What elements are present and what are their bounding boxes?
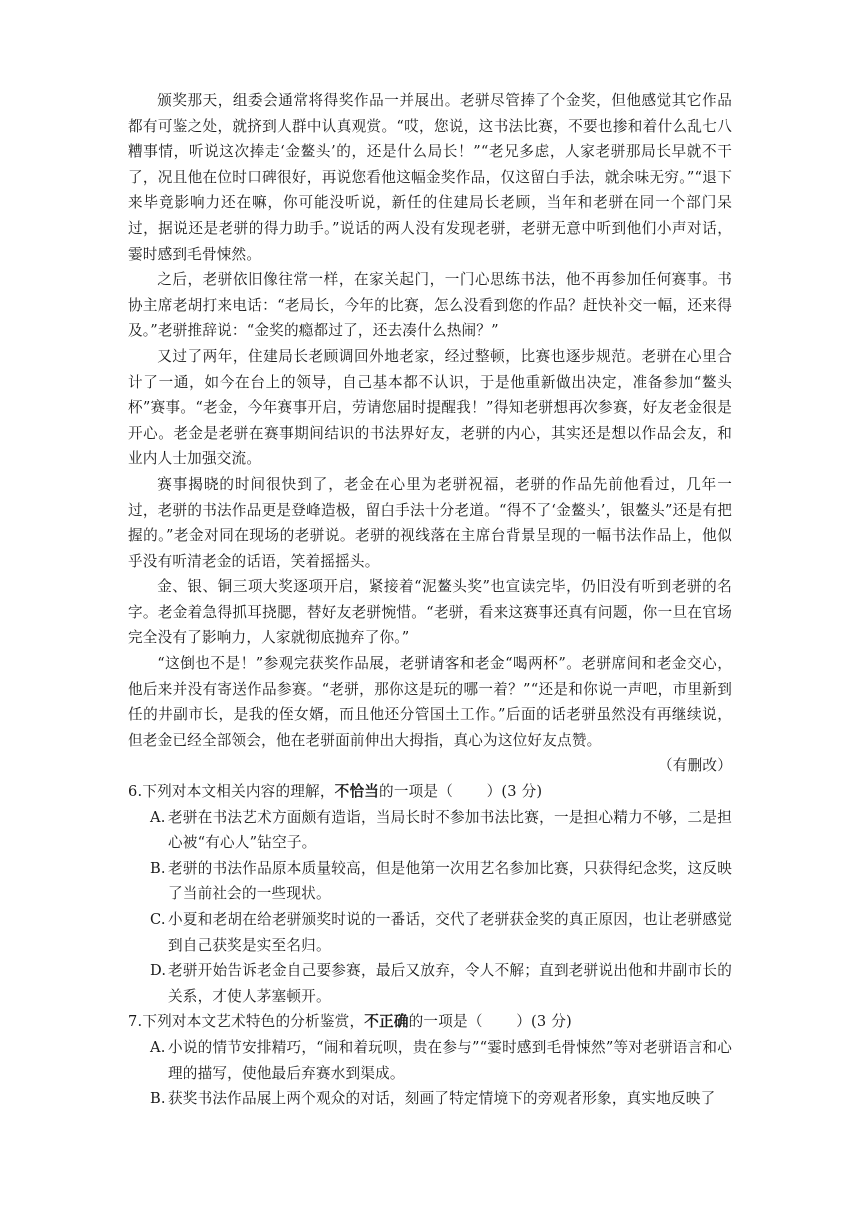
question-number: 6. — [128, 783, 143, 801]
question-stem-emphasis: 不正确 — [364, 1013, 409, 1031]
option-letter: C. — [150, 911, 166, 928]
question-stem-emphasis: 不恰当 — [334, 783, 380, 801]
question-stem-after: 的一项是（ — [379, 783, 454, 801]
option-letter: A. — [150, 1038, 166, 1056]
option-a — [128, 805, 732, 856]
question-stem-close: ）(3 分) — [516, 1013, 572, 1031]
question-number: 7. — [128, 1013, 143, 1031]
question-stem — [128, 1009, 732, 1035]
option-b — [128, 856, 732, 907]
passage-paragraph: “这倒也不是！”参观完获奖作品展，老骈请客和老金“喝两杯”。老骈席间和老金交心，他后来并没有寄送作品参赛。“老骈，那你这是玩的哪一着？”“还是和你说一声吧，市里新到任的井副市长，是我的侄女婿，而且他还分管国土工作。”后面的话老骈虽然没有再继续说，但老金已经全部领会，他在老骈面前伸出大拇指，真心为这位好友点赞。 — [128, 655, 732, 749]
question-stem-close: ）(3 分) — [486, 783, 543, 801]
option-text: 老骈开始告诉老金自己要参赛，最后又放弃，令人不解；直到老骈说出他和井副市长的关系，才使人茅塞顿开。 — [168, 962, 732, 1005]
passage-paragraph: 颁奖那天，组委会通常将得奖作品一并展出。老骈尽管捧了个金奖，但他感觉其它作品都有可鉴之处，就挤到人群中认真观赏。“哎，您说，这书法比赛，不要也掺和着什么乱七八糟事情，听说这次捧走‘金鳌头’的，还是什么局长！”“老兄多虑，人家老骈那局长早就不干了，况且他在位时口碑很好，再说您看他这幅金奖作品，仅这留白手法，就余味无穷。”“退下来毕竟影响力还在嘛，你可能没听说，新任的住建局长老顾，当年和老骈在同一个部门呆过，据说还是老骈的得力助手。”说话的两人没有发现老骈，老骈无意中听到他们小声对话，霎时感到毛骨悚然。 — [128, 92, 732, 263]
option-letter: B. — [150, 1090, 166, 1108]
option-text: 获奖书法作品展上两个观众的对话，刻画了特定情境下的旁观者形象，真实地反映了 — [168, 1090, 716, 1108]
option-text: 小说的情节安排精巧，“闹和着玩呗，贵在参与”“霎时感到毛骨悚然”等对老骈语言和心理的描写，使他最后弃赛水到渠成。 — [168, 1038, 732, 1082]
option-a — [128, 1035, 732, 1086]
option-text: 老骈在书法艺术方面颇有造诣，当局长时不参加书法比赛，一是担心精力不够，二是担心被“有心人”钻空子。 — [168, 808, 732, 852]
option-c — [128, 907, 732, 958]
option-text: 老骈的书法作品原本质量较高，但是他第一次用艺名参加比赛，只获得纪念奖，这反映了当前社会的一些现状。 — [168, 859, 732, 903]
option-letter: D. — [150, 962, 167, 980]
option-text: 小夏和老胡在给老骈颁奖时说的一番话，交代了老骈获金奖的真正原因，也让老骈感觉到自己获奖是实至名归。 — [168, 911, 732, 954]
source-note: （有删改） — [658, 757, 732, 775]
question-stem — [128, 779, 732, 805]
passage-body — [128, 88, 732, 1112]
option-b — [128, 1086, 732, 1112]
option-letter: B. — [150, 859, 166, 877]
question-7 — [128, 1009, 732, 1111]
passage-paragraph: 赛事揭晓的时间很快到了，老金在心里为老骈祝福，老骈的作品先前他看过，几年一过，老骈的书法作品更是登峰造极，留白手法十分老道。“得不了‘金鳌头’，银鳌头”还是有把握的。”老金对同在现场的老骈说。老骈的视线落在主席台背景呈现的一幅书法作品上，他似乎没有听清老金的话语，笑着摇摇头。 — [128, 475, 732, 570]
option-letter: A. — [150, 808, 166, 826]
question-stem-before: 下列对本文艺术特色的分析鉴赏， — [142, 1013, 365, 1031]
option-d — [128, 958, 732, 1009]
question-stem-after: 的一项是（ — [408, 1013, 483, 1031]
passage-paragraph: 又过了两年，住建局长老顾调回外地老家，经过整顿，比赛也逐步规范。老骈在心里合计了一通，如今在台上的领导，自己基本都不认识，于是他重新做出决定，准备参加“鳌头杯”赛事。“老金，今年赛事开启，劳请您届时提醒我！”得知老骈想再次参赛，好友老金很是开心。老金是老骈在赛事期间结识的书法界好友，老骈的内心，其实还是想以作品会友，和业内人士加强交流。 — [128, 347, 732, 468]
passage-paragraph: 金、银、铜三项大奖逐项开启，紧接着“泥鳌头奖”也宣读完毕，仍旧没有听到老骈的名字。老金着急得抓耳挠腮，替好友老骈惋惜。“老骈，看来这赛事还真有问题，你一旦在官场完全没有了影响力，人家就彻底抛弃了你。” — [128, 578, 732, 647]
passage-paragraph: 之后，老骈依旧像往常一样，在家关起门，一门心思练书法，他不再参加任何赛事。书协主席老胡打来电话：“老局长，今年的比赛，怎么没看到您的作品？赶快补交一幅，还来得及。”老骈推辞说：“金奖的瘾都过了，还去凑什么热闹？” — [128, 271, 732, 340]
question-stem-before: 下列对本文相关内容的理解， — [142, 783, 335, 801]
question-6 — [128, 779, 732, 1009]
